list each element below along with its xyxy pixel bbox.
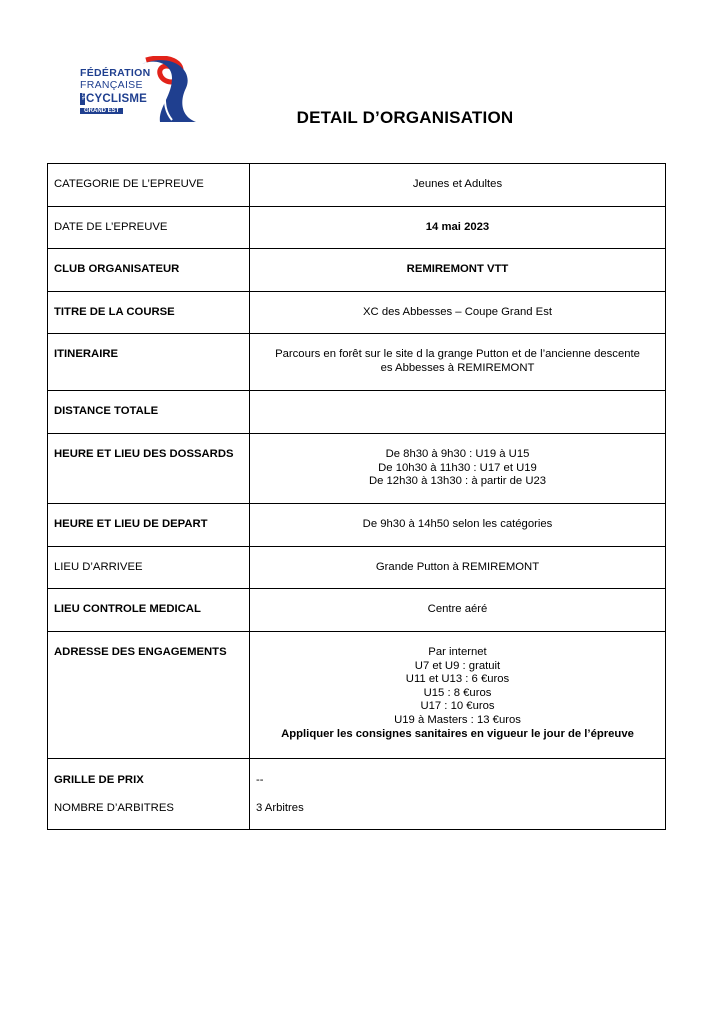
table-row [48, 249, 666, 292]
logo-line3-prefix: DE [80, 93, 85, 105]
logo-line2: FRANÇAISE [80, 79, 143, 91]
table-row [48, 391, 666, 434]
row-label: LIEU CONTROLE MEDICAL [48, 589, 250, 632]
row-value: Par internet U7 et U9 : gratuit U11 et U13 : 6 €uros U15 : 8 €uros U17 : 10 €uros U19 à Masters : 13 €uros Appliquer les consignes sanitaires en vigueur le jour de l’épreuve [250, 632, 666, 759]
table-row [48, 164, 666, 207]
row-value [250, 759, 666, 830]
table-row [48, 504, 666, 547]
table-row [48, 759, 666, 830]
row-label: CLUB ORGANISATEUR [48, 249, 250, 292]
logo-line3: CYCLISME [86, 93, 148, 105]
row-label: ITINERAIRE [48, 334, 250, 391]
prize-grid-value: -- [256, 774, 264, 786]
prize-grid-label: GRILLE DE PRIX [54, 774, 144, 786]
referees-value: 3 Arbitres [256, 802, 304, 814]
row-label: ADRESSE DES ENGAGEMENTS [48, 632, 250, 759]
table-row [48, 434, 666, 504]
row-label: LIEU D’ARRIVEE [48, 547, 250, 589]
table-row [48, 547, 666, 589]
row-label: DATE DE L’EPREUVE [48, 207, 250, 249]
table-row [48, 334, 666, 391]
row-value: Grande Putton à REMIREMONT [250, 547, 666, 589]
row-label: DISTANCE TOTALE [48, 391, 250, 434]
row-value: Jeunes et Adultes [250, 164, 666, 207]
organisation-table [47, 163, 666, 830]
logo-line4: GRAND EST [80, 108, 123, 114]
table-row [48, 589, 666, 632]
row-value: REMIREMONT VTT [250, 249, 666, 292]
row-label [48, 759, 250, 830]
page-title: DETAIL D’ORGANISATION [296, 108, 514, 127]
row-value: De 8h30 à 9h30 : U19 à U15 De 10h30 à 11h30 : U17 et U19 De 12h30 à 13h30 : à partir de U23 [250, 434, 666, 504]
row-value: Parcours en forêt sur le site d la grange Putton et de l’ancienne descente es Abbesses à REMIREMONT [250, 334, 666, 391]
table-row [48, 292, 666, 334]
row-label: HEURE ET LIEU DES DOSSARDS [48, 434, 250, 504]
table-row [48, 207, 666, 249]
row-value: XC des Abbesses – Coupe Grand Est [250, 292, 666, 334]
logo-line1: FÉDÉRATION [80, 67, 151, 79]
referees-label: NOMBRE D’ARBITRES [54, 802, 174, 814]
row-label: TITRE DE LA COURSE [48, 292, 250, 334]
row-value: Centre aéré [250, 589, 666, 632]
row-value: De 9h30 à 14h50 selon les catégories [250, 504, 666, 547]
sanitary-note: Appliquer les consignes sanitaires en vigueur le jour de l’épreuve [281, 727, 634, 740]
row-label: CATEGORIE DE L’EPREUVE [48, 164, 250, 207]
row-value [250, 391, 666, 434]
table-row [48, 632, 666, 759]
row-label: HEURE ET LIEU DE DEPART [48, 504, 250, 547]
row-value: 14 mai 2023 [250, 207, 666, 249]
